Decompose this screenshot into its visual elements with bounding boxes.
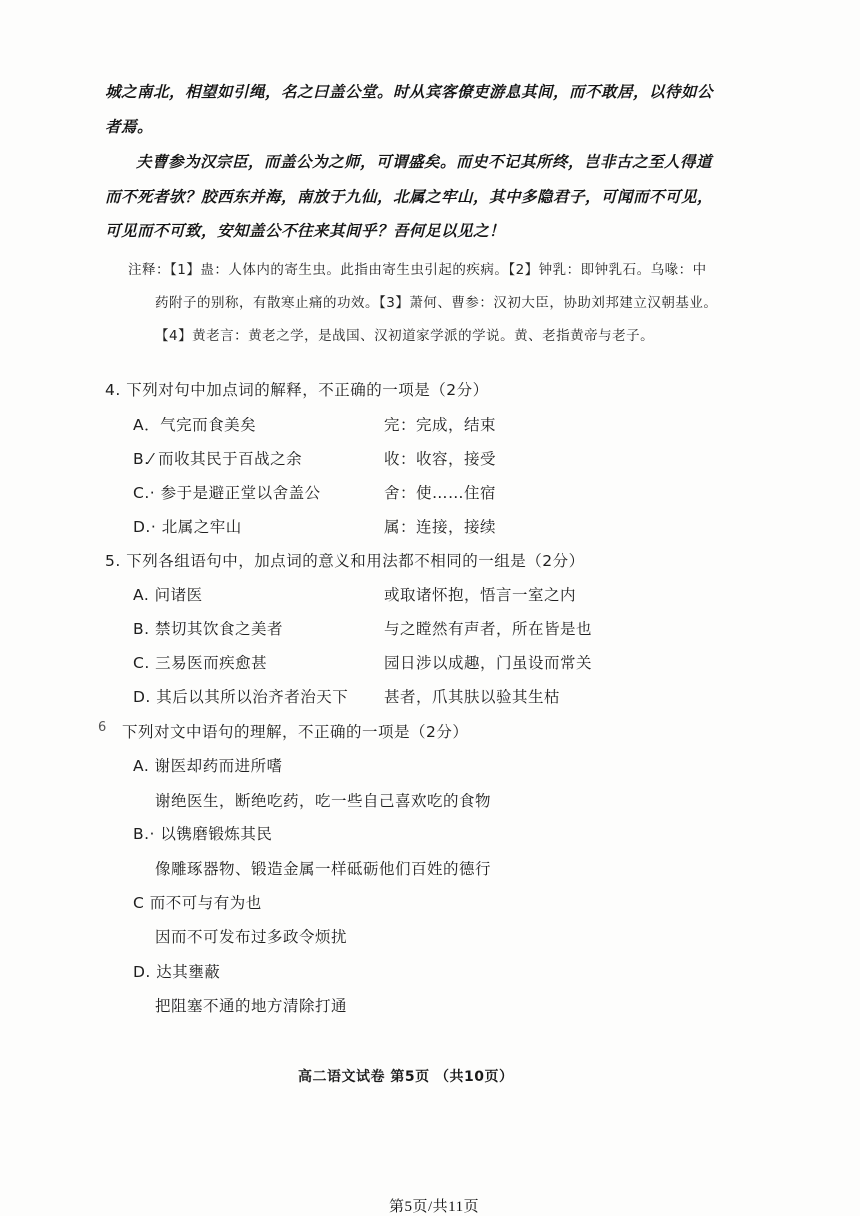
passage-line-3: 夫曹参为汉宗臣，而盖公为之师，可谓盛矣。而史不记其所终，岂非古之至人得道 — [136, 152, 713, 171]
q6-item-d: D. 达其壅蔽 — [133, 963, 221, 981]
question-4-stem: 4. 下列对句中加点词的解释，不正确的一项是（2分） — [105, 381, 489, 399]
q4-option-a: A．气完而食美矣 — [133, 416, 257, 434]
q4-option-b-explain: 收：收容，接受 — [384, 450, 497, 468]
question-5-stem: 5. 下列各组语句中，加点词的意义和用法都不相同的一组是（2分） — [105, 552, 585, 570]
passage-line-1: 城之南北，相望如引绳，名之曰盖公堂。时从宾客僚吏游息其间，而不敢居，以待如公 — [105, 82, 714, 101]
page-number: 第5页/共11页 — [389, 1199, 480, 1215]
q6-item-b-explain: 像雕琢器物、锻造金属一样砥砺他们百姓的德行 — [155, 860, 492, 878]
q5-option-d-right: 甚者，爪其肤以验其生枯 — [384, 688, 561, 706]
notes-line-1: 注释：【1】蛊：人体内的寄生虫。此指由寄生虫引起的疾病。【2】钟乳：即钟乳石。乌喙：中 — [128, 262, 707, 278]
q5-option-a: A. 问诸医 — [133, 586, 203, 604]
q5-option-b: B. 禁切其饮食之美者 — [133, 620, 283, 638]
q5-option-c-right: 园日涉以成趣，门虽设而常关 — [384, 654, 593, 672]
q5-option-c: C. 三易医而疾愈甚 — [133, 654, 268, 672]
q4-option-c: C.· 参于是避正堂以舍盖公 — [133, 484, 321, 502]
q5-option-d: D. 其后以其所以治齐者治天下 — [133, 688, 349, 706]
q6-item-b: B.· 以镌磨锻炼其民 — [133, 825, 273, 843]
q4-option-b: B.⁄ 而收其民于百战之余 — [133, 450, 303, 468]
q6-item-a: A. 谢医却药而进所嗜 — [133, 757, 283, 775]
q5-option-b-right: 与之瞠然有声者，所在皆是也 — [384, 620, 593, 638]
passage-line-4: 而不死者欤？胶西东并海，南放于九仙，北属之牢山，其中多隐君子，可闻而不可见， — [105, 187, 714, 206]
question-6-marker: 6 — [98, 720, 107, 735]
question-6-stem: 下列对文中语句的理解，不正确的一项是（2分） — [122, 723, 469, 741]
q4-option-c-explain: 舍：使……住宿 — [384, 484, 497, 502]
q6-item-a-explain: 谢绝医生，断绝吃药，吃一些自己喜欢吃的食物 — [155, 792, 492, 810]
q6-item-d-explain: 把阻塞不通的地方清除打通 — [155, 997, 348, 1015]
passage-line-2: 者焉。 — [105, 117, 154, 136]
q4-option-d-explain: 属：连接，接续 — [384, 518, 497, 536]
notes-line-2: 药附子的别称，有散寒止痛的功效。【3】萧何、曹参：汉初大臣，协助刘邦建立汉朝基业。 — [155, 295, 718, 311]
exam-footer: 高二语文试卷 第5页 （共10页） — [298, 1069, 514, 1085]
notes-line-3: 【4】黄老言：黄老之学，是战国、汉初道家学派的学说。黄、老指黄帝与老子。 — [155, 328, 655, 344]
q6-item-c: C 而不可与有为也 — [133, 894, 262, 912]
q6-item-c-explain: 因而不可发布过多政令烦扰 — [155, 928, 348, 946]
q4-option-a-explain: 完：完成，结束 — [384, 416, 497, 434]
q5-option-a-right: 或取诸怀抱，悟言一室之内 — [384, 586, 577, 604]
passage-line-5: 可见而不可致，安知盖公不往来其间乎？吾何足以见之！ — [105, 221, 506, 240]
q4-option-d: D.· 北属之牢山 — [133, 518, 242, 536]
